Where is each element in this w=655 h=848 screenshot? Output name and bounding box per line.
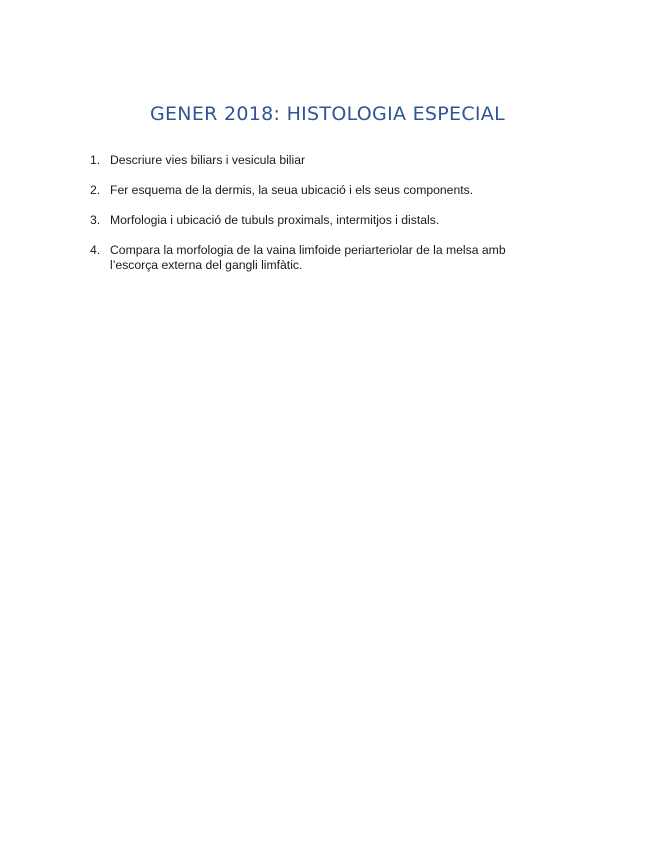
list-item xyxy=(90,153,550,168)
question-text: Compara la morfologia de la vaina limfoide periarteriolar de la melsa amb l’escorça externa del gangli limfàtic. xyxy=(110,243,506,272)
question-number: 4. xyxy=(90,243,101,257)
question-number: 3. xyxy=(90,213,101,227)
page-title: GENER 2018: HISTOLOGIA ESPECIAL xyxy=(149,103,505,125)
list-item xyxy=(90,183,550,198)
question-text: Fer esquema de la dermis, la seua ubicació i els seus components. xyxy=(110,183,474,197)
question-number: 1. xyxy=(90,153,101,167)
list-item xyxy=(90,213,550,228)
question-text: Morfologia i ubicació de tubuls proximals, intermitjos i distals. xyxy=(110,213,440,227)
question-list xyxy=(90,153,550,288)
question-text: Descriure vies biliars i vesicula biliar xyxy=(110,153,306,167)
question-number: 2. xyxy=(90,183,101,197)
list-item xyxy=(90,243,550,273)
